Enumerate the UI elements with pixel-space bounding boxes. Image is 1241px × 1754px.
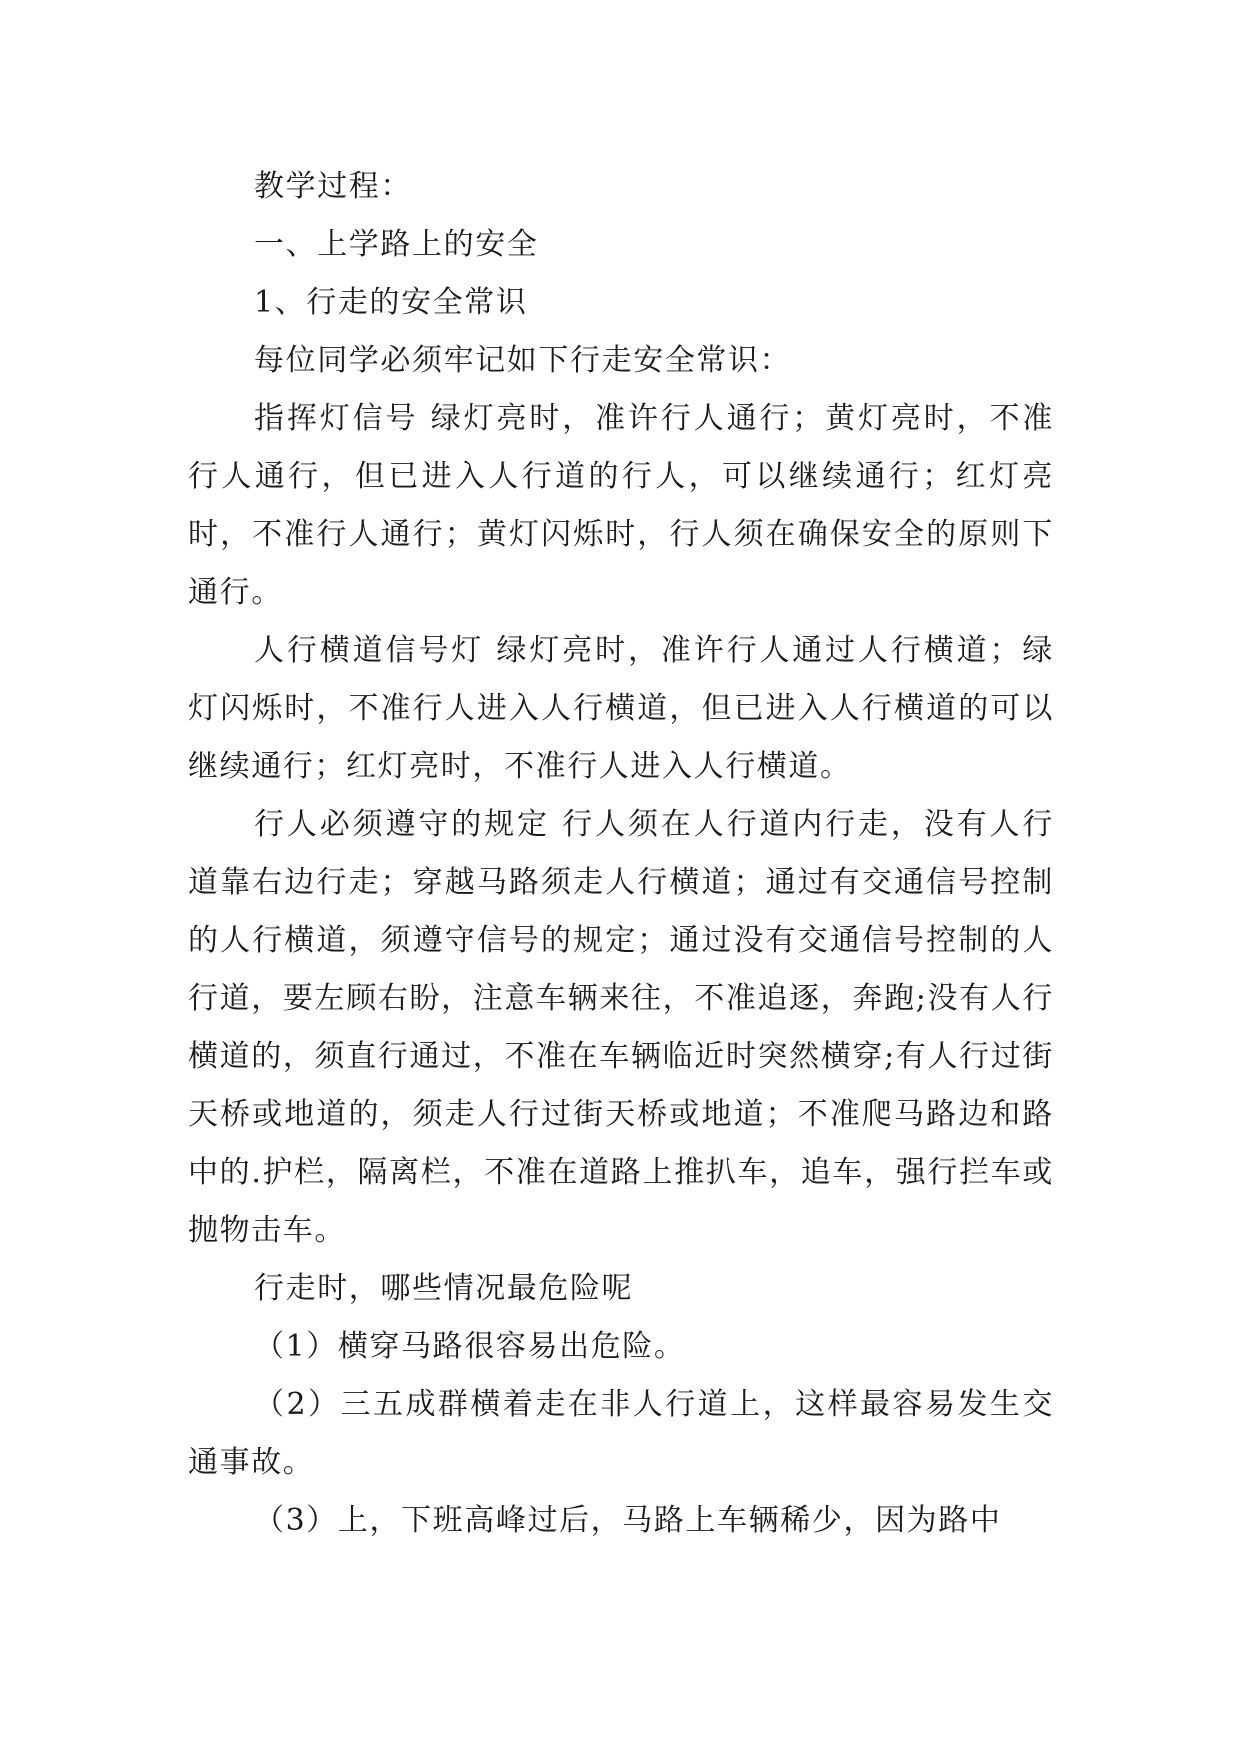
danger-item-3: （3）上，下班高峰过后，马路上车辆稀少，因为路中 — [254, 1503, 1002, 1538]
pedestrian-rules-paragraph: 行人必须遵守的规定 行人须在人行道内行走，没有人行道靠右边行走；穿越马路须走人行横道；通过有交通信号控制的人行横道，须遵守信号的规定；通过没有交通信号控制的人行道，要左顾右盼，注意车辆来往，不准追逐，奔跑;没有人行横道的，须直行通过，不准在车辆临近时突然横穿;有人行过街天桥或地道的，须走人行过街天桥或地道；不准爬马路边和路中的.护栏，隔离栏，不准在道路上推扒车，追车，强行拦车或抛物击车。 — [188, 807, 1054, 1248]
danger-item-2: （2）三五成群横着走在非人行道上，这样最容易发生交通事故。 — [188, 1387, 1054, 1480]
intro-paragraph: 每位同学必须牢记如下行走安全常识： — [254, 343, 792, 378]
subsection-title: 1、行走的安全常识 — [254, 285, 528, 320]
document-body — [188, 158, 1054, 1550]
danger-question: 行走时，哪些情况最危险呢 — [254, 1271, 634, 1306]
section-title: 一、上学路上的安全 — [254, 227, 539, 262]
heading-teaching-process: 教学过程： — [254, 169, 412, 204]
signal-light-paragraph: 指挥灯信号 绿灯亮时，准许行人通行；黄灯亮时，不准行人通行，但已进入人行道的行人，可以继续通行；红灯亮时，不准行人通行；黄灯闪烁时，行人须在确保安全的原则下通行。 — [188, 401, 1054, 610]
crosswalk-light-paragraph: 人行横道信号灯 绿灯亮时，准许行人通过人行横道；绿灯闪烁时，不准行人进入人行横道，但已进入人行横道的可以继续通行；红灯亮时，不准行人进入人行横道。 — [188, 633, 1054, 784]
danger-item-1: （1）横穿马路很容易出危险。 — [254, 1329, 686, 1364]
